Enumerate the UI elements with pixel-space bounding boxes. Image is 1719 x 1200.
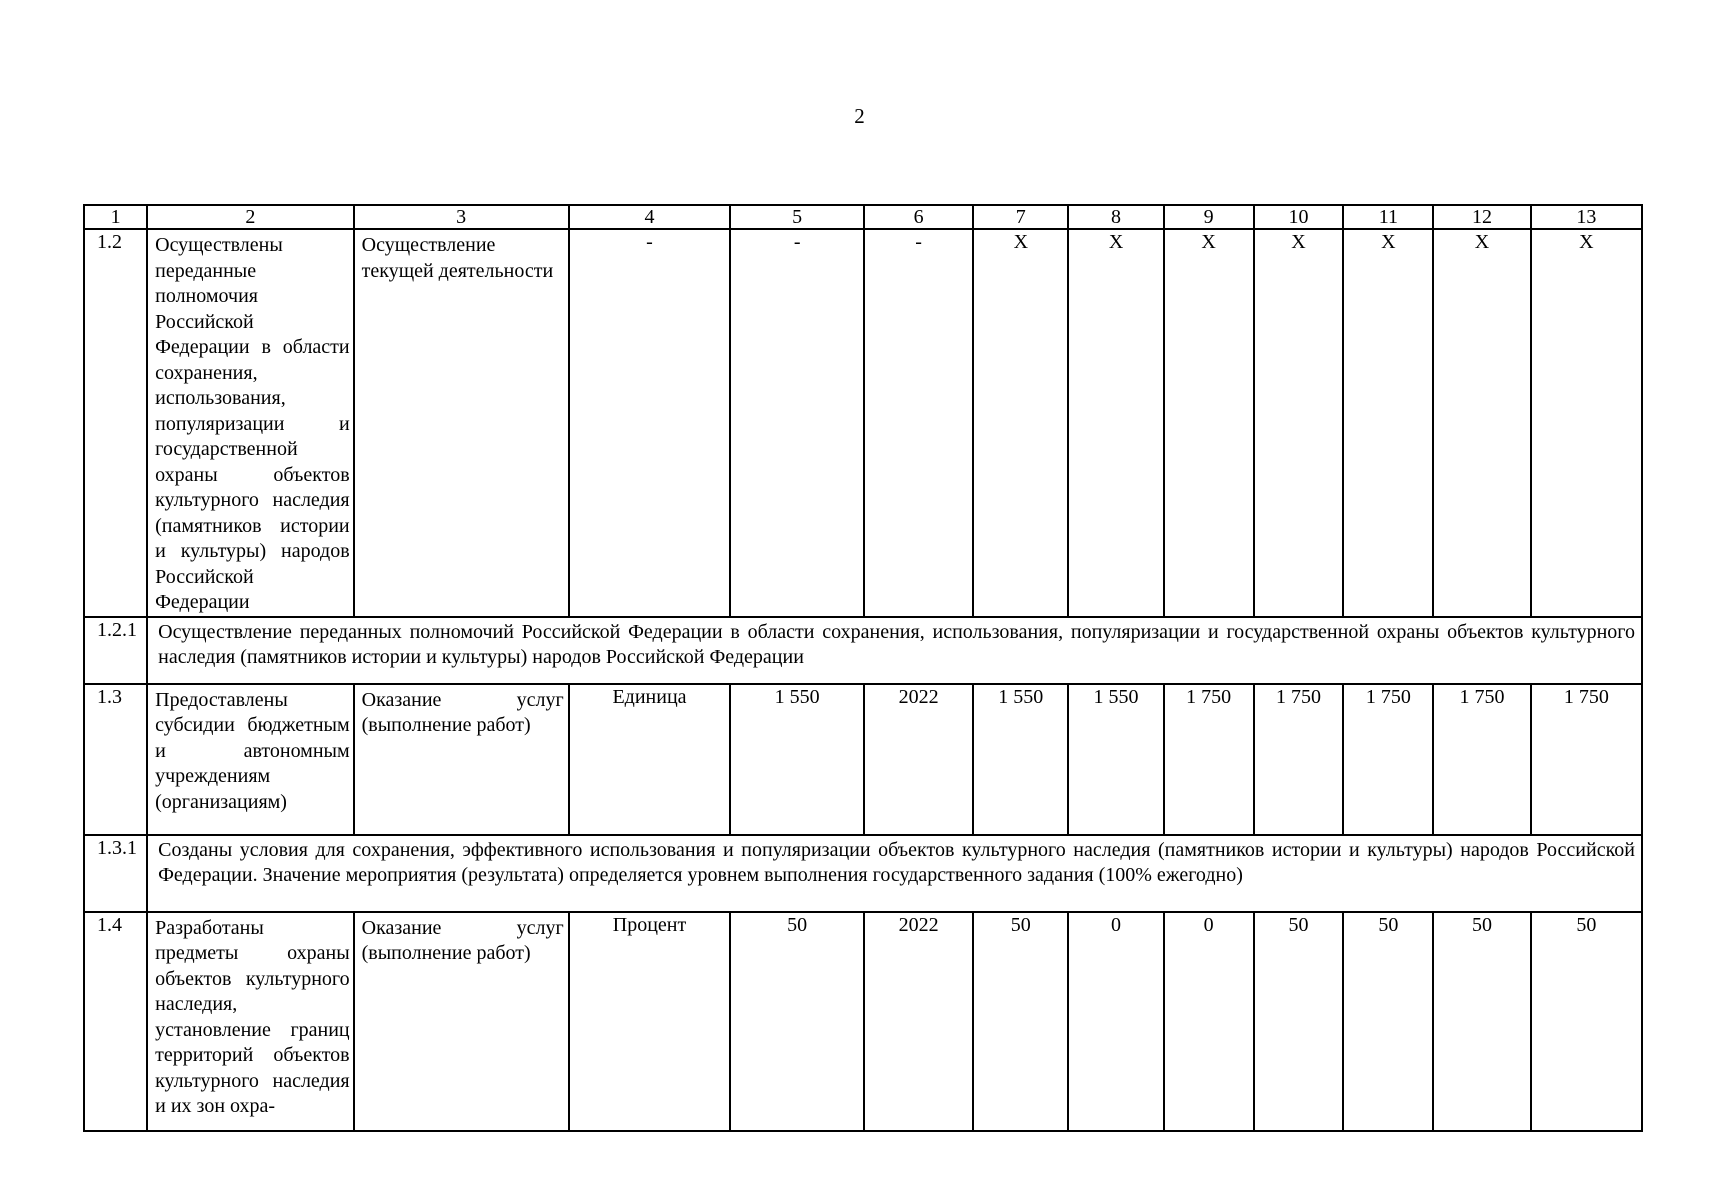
value-cell: 50 — [1254, 912, 1344, 1131]
value-cell: X — [1531, 229, 1642, 617]
unit-cell: Единица — [569, 684, 731, 835]
value-cell: 50 — [973, 912, 1068, 1131]
value-cell: 1 750 — [1343, 684, 1433, 835]
header-cell: 3 — [354, 205, 569, 229]
result-name: Предоставлены субсидии бюджетным и автономным учреждениям (организациям) — [147, 684, 354, 835]
value-cell: 50 — [1531, 912, 1642, 1131]
header-cell: 8 — [1068, 205, 1163, 229]
row-number: 1.3.1 — [84, 835, 147, 912]
unit-cell: Процент — [569, 912, 731, 1131]
header-cell: 9 — [1164, 205, 1254, 229]
result-type: Оказание услуг (выполнение работ) — [354, 912, 569, 1131]
table-header-row — [84, 205, 1642, 229]
value-cell: 0 — [1164, 912, 1254, 1131]
value-cell: 1 550 — [1068, 684, 1163, 835]
table-row — [84, 617, 1642, 684]
value-cell: 1 750 — [1433, 684, 1530, 835]
value-cell: 1 550 — [973, 684, 1068, 835]
measure-description: Созданы условия для сохранения, эффективного использования и популяризации объектов культурного наследия (памятников истории и культуры) народов Российской Федерации. Значение мероприятия (результата) определяется уровнем выполнения государственного задания (100% ежегодно) — [147, 835, 1642, 912]
header-cell: 10 — [1254, 205, 1344, 229]
value-cell: 50 — [1343, 912, 1433, 1131]
value-cell: X — [1433, 229, 1530, 617]
result-name: Осуществлены переданные полномочия Российской Федерации в области сохранения, использования, популяризации и государственной охраны объектов культурного наследия (памятников истории и культуры) народов Российской Федерации — [147, 229, 354, 617]
value-cell: X — [1254, 229, 1344, 617]
header-cell: 1 — [84, 205, 147, 229]
value-cell: 1 750 — [1254, 684, 1344, 835]
row-number: 1.3 — [84, 684, 147, 835]
table-row — [84, 912, 1642, 1131]
value-cell: X — [1343, 229, 1433, 617]
base-year-cell: 2022 — [864, 912, 973, 1131]
table-row — [84, 684, 1642, 835]
header-cell: 6 — [864, 205, 973, 229]
table-row — [84, 835, 1642, 912]
value-cell: X — [1164, 229, 1254, 617]
value-cell: 1 750 — [1164, 684, 1254, 835]
row-number: 1.4 — [84, 912, 147, 1131]
value-cell: 0 — [1068, 912, 1163, 1131]
base-value-cell: 1 550 — [730, 684, 864, 835]
value-cell: 1 750 — [1531, 684, 1642, 835]
table-row — [84, 229, 1642, 617]
header-cell: 12 — [1433, 205, 1530, 229]
header-cell: 2 — [147, 205, 354, 229]
row-number: 1.2.1 — [84, 617, 147, 684]
header-cell: 4 — [569, 205, 731, 229]
result-type: Осуществление текущей деятельности — [354, 229, 569, 617]
value-cell: X — [973, 229, 1068, 617]
base-year-cell: 2022 — [864, 684, 973, 835]
header-cell: 5 — [730, 205, 864, 229]
page-number: 2 — [854, 104, 865, 128]
measure-description: Осуществление переданных полномочий Российской Федерации в области сохранения, использования, популяризации и государственной охраны объектов культурного наследия (памятников истории и культуры) народов Российской Федерации — [147, 617, 1642, 684]
unit-cell: - — [569, 229, 731, 617]
document-table — [83, 204, 1643, 1132]
base-value-cell: - — [730, 229, 864, 617]
header-cell: 13 — [1531, 205, 1642, 229]
result-type: Оказание услуг (выполнение работ) — [354, 684, 569, 835]
row-number: 1.2 — [84, 229, 147, 617]
header-cell: 7 — [973, 205, 1068, 229]
value-cell: 50 — [1433, 912, 1530, 1131]
value-cell: X — [1068, 229, 1163, 617]
header-cell: 11 — [1343, 205, 1433, 229]
base-value-cell: 50 — [730, 912, 864, 1131]
base-year-cell: - — [864, 229, 973, 617]
result-name: Разработаны предметы охраны объектов культурного наследия, установление границ территорий объектов культурного наследия и их зон охра- — [147, 912, 354, 1131]
